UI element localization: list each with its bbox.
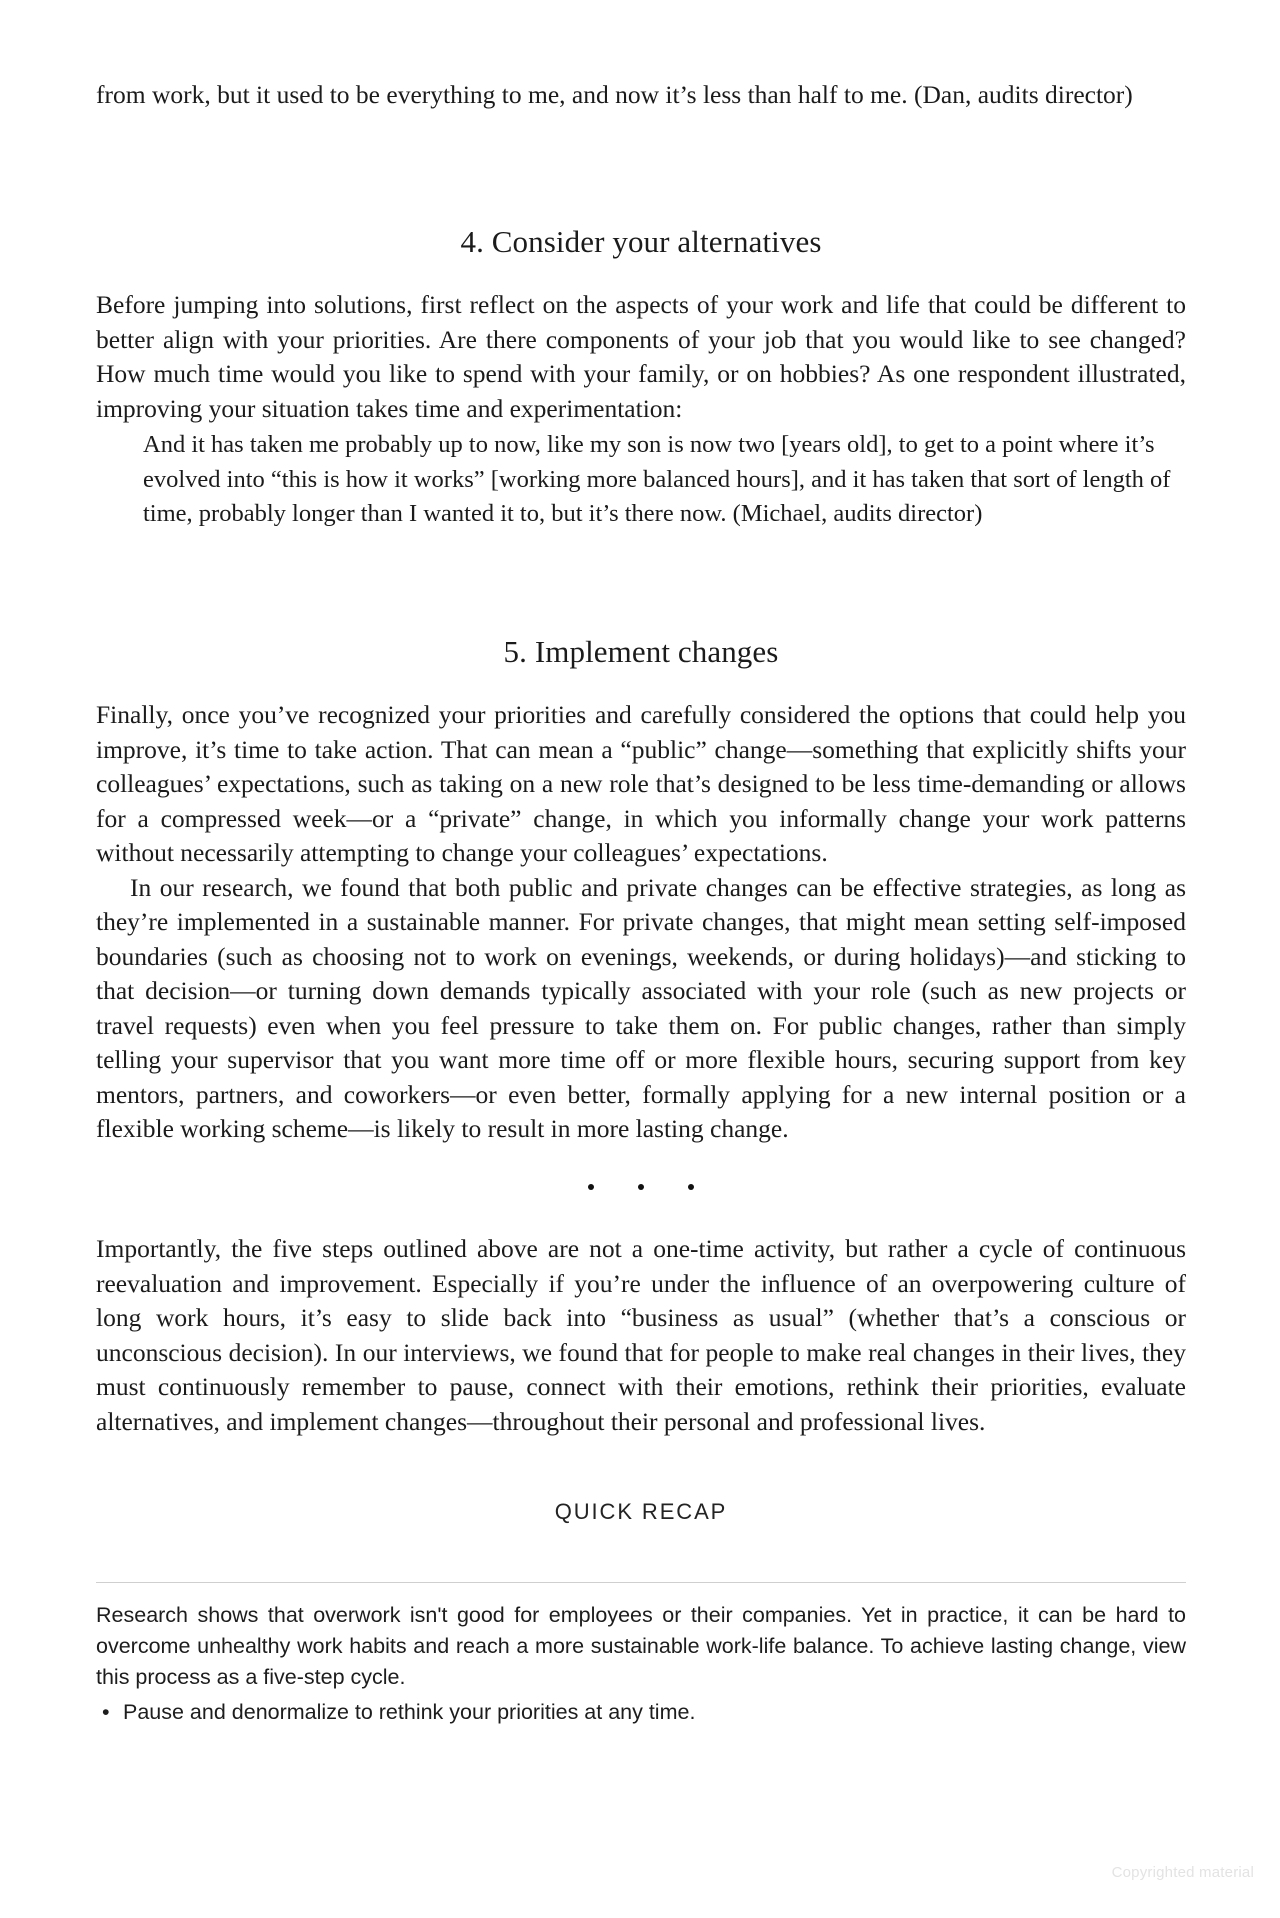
continued-paragraph: from work, but it used to be everything to me, and now it’s less than half to me. (Dan, audits director) [96,80,1133,109]
section-heading-implement-changes: 5. Implement changes [503,634,779,669]
separator-dot-3 [688,1184,694,1190]
continued-paragraph-block [96,78,1186,113]
section-4-quote-block [96,428,1186,532]
quick-recap-divider [96,1582,1186,1583]
section-5-body-block [96,698,1186,1147]
list-item [96,1697,1186,1728]
section-4-paragraph-1: Before jumping into solutions, first reflect on the aspects of your work and life that could be different to better align with your priorities. Are there components of your job that you would like to see changed? How much time would you like to spend with your family, or on hobbies? As one respondent illustrated, improving your situation takes time and experimentation: [96,290,1186,423]
bullet-glyph-icon: • [102,1700,110,1724]
separator-dot-2 [638,1184,644,1190]
separator-dot-1 [588,1184,594,1190]
section-5-paragraph-2: In our research, we found that both public and private changes can be effective strategies, as long as they’re implemented in a sustainable manner. For private changes, that might mean setting self-imposed boundaries (such as choosing not to work on evenings, weekends, or during holidays)—and sticking to that decision—or turning down demands typically associated with your role (such as new projects or travel requests) even when you feel pressure to take them on. For public changes, rather than simply telling your supervisor that you want more time off or more flexible hours, securing support from key mentors, partners, and coworkers—or even better, formally applying for a new internal position or a flexible working scheme—is likely to result in more lasting change. [96,872,1186,1143]
quick-recap-title: QUICK RECAP [554,1499,728,1524]
quick-recap-summary: Research shows that overwork isn't good for employees or their companies. Yet in practice, it can be hard to overcome unhealthy work habits and reach a more sustainable work-life balance. To achieve lasting change, view this process as a five-step cycle. [96,1603,1186,1689]
quick-recap-bullet-list [96,1697,1186,1728]
list-item-label: Pause and denormalize to rethink your priorities at any time. [123,1700,696,1724]
section-5-paragraph-1: Finally, once you’ve recognized your priorities and carefully considered the options that could help you improve, it’s time to take action. That can mean a “public” change—something that explicitly shifts your colleagues’ expectations, such as taking on a new role that’s designed to be less time-demanding or allows for a compressed week—or a “private” change, in which you informally change your work patterns without necessarily attempting to change your colleagues’ expectations. [96,700,1186,867]
quick-recap-body-block [96,1600,1186,1693]
quick-recap-list-block [96,1697,1186,1728]
section-4-body-block [96,288,1186,426]
closing-paragraph: Importantly, the five steps outlined above are not a one-time activity, but rather a cycle of continuous reevaluation and improvement. Especially if you’re under the influence of an overpowering culture of long work hours, it’s easy to slide back into “business as usual” (whether that’s a conscious or unconscious decision). In our interviews, we found that for people to make real changes in their lives, they must continuously remember to pause, connect with their emotions, rethink their priorities, evaluate alternatives, and implement changes—throughout their personal and professional lives. [96,1234,1186,1436]
quick-recap-title-block [96,1498,1186,1526]
copyright-watermark: Copyrighted material [1111,1864,1254,1881]
section-4-heading-block [96,222,1186,262]
three-dot-separator-icon [96,1178,1186,1198]
section-heading-consider-alternatives: 4. Consider your alternatives [460,224,822,259]
respondent-quote-michael: And it has taken me probably up to now, like my son is now two [years old], to get to a point where it’s evolved into “this is how it works” [working more balanced hours], and it has taken that sort of length of time, probably longer than I wanted it to, but it’s there now. (Michael, audits director) [143,431,1171,527]
section-5-heading-block [96,632,1186,672]
closing-paragraph-block [96,1232,1186,1439]
